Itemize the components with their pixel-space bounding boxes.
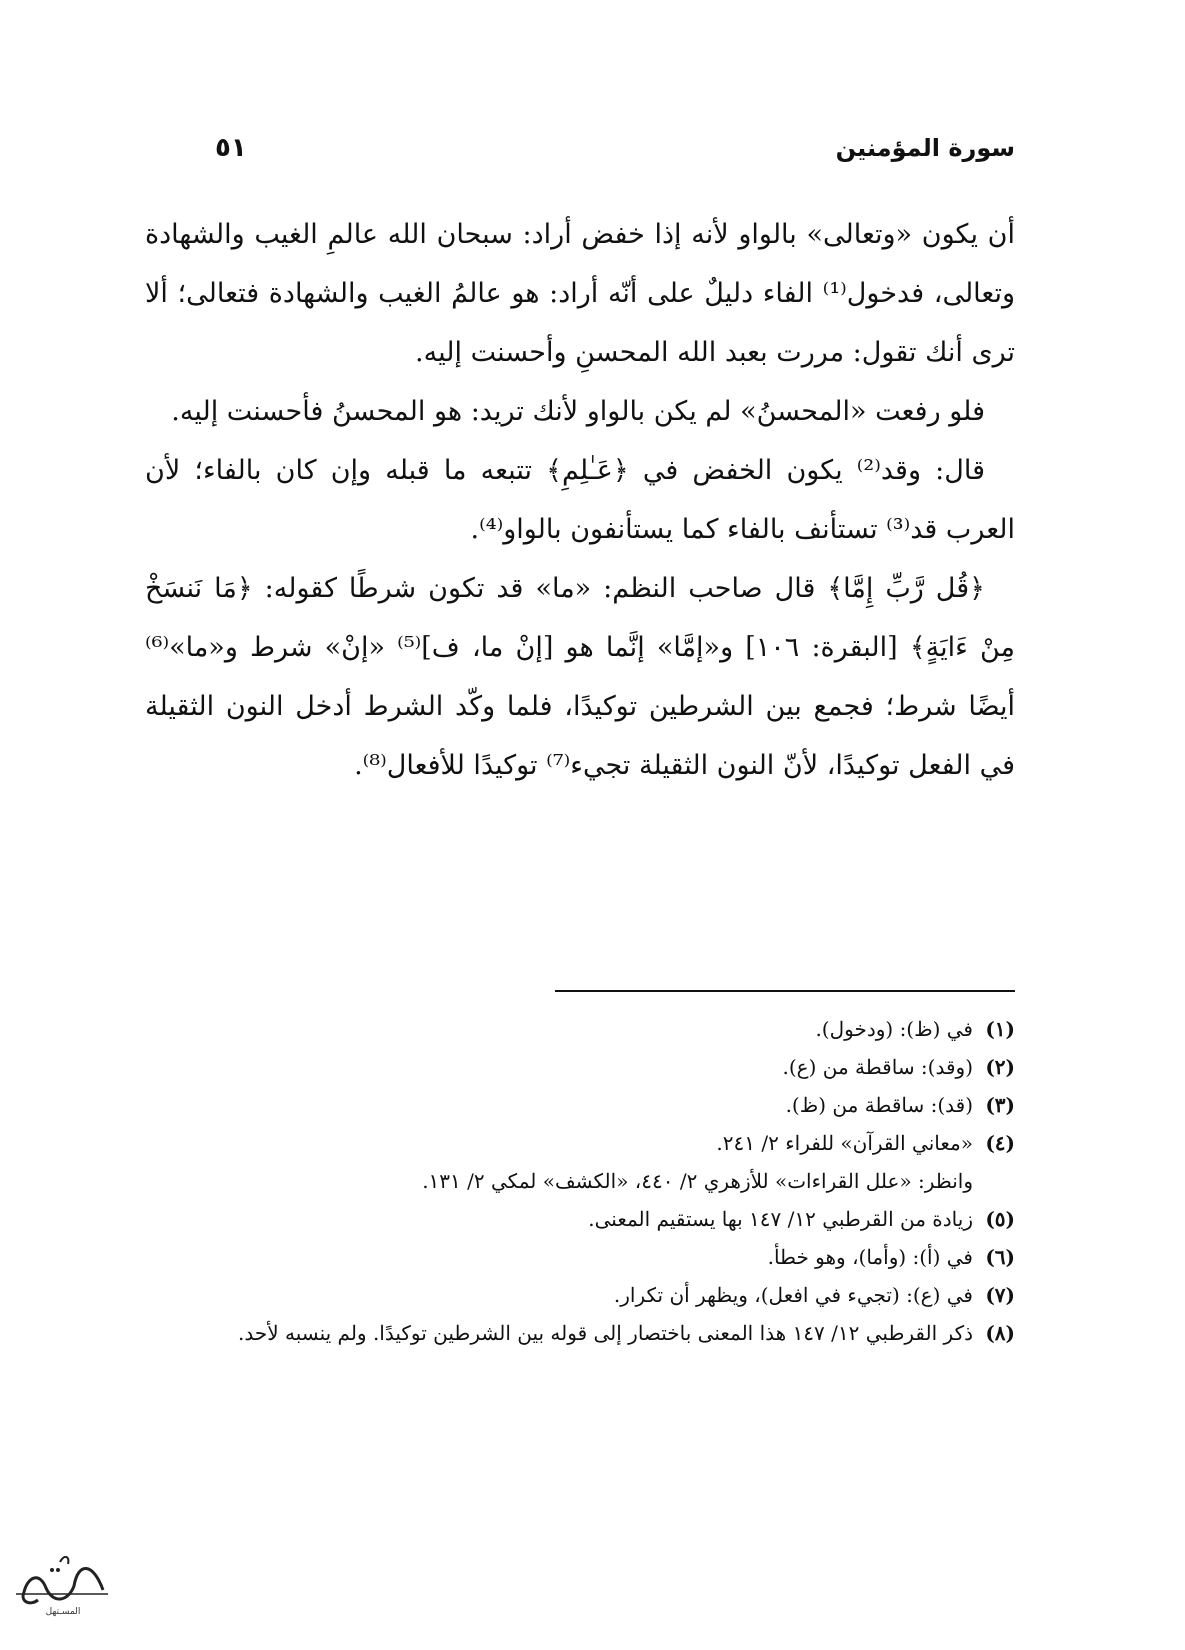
footnote-number: (٣) xyxy=(985,1093,1015,1117)
surah-title: سورة المؤمنين xyxy=(835,134,1015,162)
logo-text: المسـتهل xyxy=(45,1607,81,1617)
paragraph-3: قال: وقد⁽²⁾ يكون الخفض في ﴿عَـٰلِمِ﴾ تتبعه ما قبله وإن كان بالفاء؛ لأن العرب قد⁽³⁾ تستأنف بالفاء كما يستأنفون بالواو⁽⁴⁾. xyxy=(145,455,1015,545)
footnote-text: زيادة من القرطبي ١٢/ ١٤٧ بها يستقيم المعنى. xyxy=(588,1207,973,1231)
footnote-item xyxy=(130,1010,1015,1048)
footnote-number: (٤) xyxy=(985,1131,1015,1155)
footnote-number: (١) xyxy=(985,1017,1015,1041)
footnote-number: (٦) xyxy=(985,1245,1015,1269)
footnotes xyxy=(130,1010,1015,1352)
footnote-text: في (ظ): (ودخول). xyxy=(815,1017,973,1041)
footnote-text: «معاني القرآن» للفراء ٢/ ٢٤١. xyxy=(716,1131,973,1155)
footnote-number: (٧) xyxy=(985,1283,1015,1307)
footnote-text: ذكر القرطبي ١٢/ ١٤٧ هذا المعنى باختصار إلى قوله بين الشرطين توكيدًا. ولم ينسبه لأحد. xyxy=(237,1321,973,1345)
footnote-item xyxy=(130,1124,1015,1162)
footnote-text: (وقد): ساقطة من (ع). xyxy=(782,1055,973,1079)
footnote-text: (قد): ساقطة من (ظ). xyxy=(785,1093,973,1117)
paragraph-1: أن يكون «وتعالى» بالواو لأنه إذا خفض أراد: سبحان الله عالمِ الغيب والشهادة وتعالى، فدخول⁽¹⁾ الفاء دليلٌ على أنّه أراد: هو عالمُ الغيب والشهادة فتعالى؛ ألا ترى أنك تقول: مررت بعبد الله المحسنِ وأحسنت إليه. xyxy=(145,219,1015,368)
footnote-item xyxy=(130,1200,1015,1238)
paragraph-2: فلو رفعت «المحسنُ» لم يكن بالواو لأنك تريد: هو المحسنُ فأحسنت إليه. xyxy=(171,396,985,427)
footnote-item xyxy=(130,1314,1015,1352)
footnote-text: في (ع): (تجيء في افعل)، ويظهر أن تكرار. xyxy=(613,1283,973,1307)
footnote-separator xyxy=(555,990,1015,992)
paragraph-4: ﴿قُل رَّبِّ إِمَّا﴾ قال صاحب النظم: «ما» قد تكون شرطًا كقوله: ﴿مَا نَنسَخْ مِنْ ءَايَةٍ﴾ [البقرة: ١٠٦] و«إمَّا» إنَّما هو [إنْ ما، ف]⁽⁵⁾ «إنْ» شرط و«ما»⁽⁶⁾ أيضًا شرط؛ فجمع بين الشرطين توكيدًا، فلما وكّد الشرط أدخل النون الثقيلة في الفعل توكيدًا، لأنّ النون الثقيلة تجيء⁽⁷⁾ توكيدًا للأفعال⁽⁸⁾. xyxy=(145,573,1015,781)
footnote-item xyxy=(130,1086,1015,1124)
footnote-item xyxy=(130,1238,1015,1276)
page-header xyxy=(215,128,1015,168)
page-number: ٥١ xyxy=(215,133,247,163)
footnote-item xyxy=(130,1276,1015,1314)
footnote-text: في (أ): (وأما)، وهو خطأ. xyxy=(767,1245,973,1269)
footnote-item xyxy=(130,1048,1015,1086)
footnote-number: (٢) xyxy=(985,1055,1015,1079)
footnote-number: (٥) xyxy=(985,1207,1015,1231)
footnote-text: وانظر: «علل القراءات» للأزهري ٢/ ٤٤٠، «الكشف» لمكي ٢/ ١٣١. xyxy=(422,1169,973,1193)
footnote-number: (٨) xyxy=(985,1321,1015,1345)
main-text xyxy=(145,205,1015,795)
publisher-logo xyxy=(8,1542,118,1622)
footnote-continuation xyxy=(130,1162,1015,1200)
